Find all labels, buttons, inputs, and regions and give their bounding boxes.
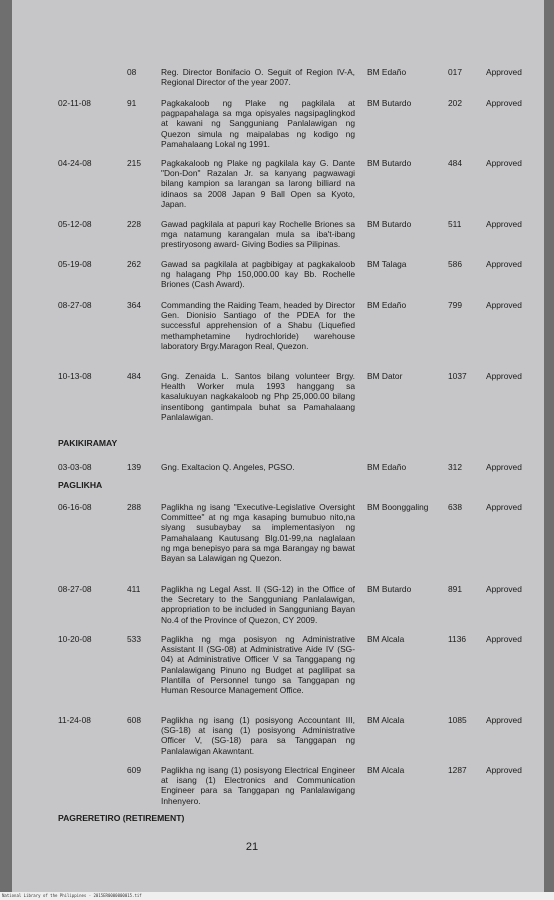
resolution-number: 609 — [127, 765, 141, 775]
resolution-description: Pagkakaloob ng Plake ng pagkilala at pagpapahalaga sa mga opisyales nagsipaglingkod at kawani ng Sangguniang Panlalawigan ng Quezon simula ng maipalabas ng kodigo ng Pamahalaang Lokal ng 1991. — [161, 98, 355, 149]
resolution-description: Gawad pagkilala at papuri kay Rochelle Briones sa mga natamung karangalan mula sa iba't-ibang prestiryosong award- Giving Bodies sa Pilipinas. — [161, 219, 355, 250]
resolution-description: Paglikha ng isang (1) posisyong Electrical Engineer at isang (1) Electronics and Communication Engineer para sa Tanggapan ng Panlalawigang Inhenyero. — [161, 765, 355, 806]
status: Approved — [486, 502, 522, 512]
resolution-number: 364 — [127, 300, 141, 310]
date: 08-27-08 — [58, 584, 92, 594]
status: Approved — [486, 371, 522, 381]
author: BM Edaño — [367, 67, 407, 77]
resolution-description: Paglikha ng isang "Executive-Legislative Oversight Committee" at ng mga kasaping bumubuo nito,na siyang susubaybay sa implementasiyon ng Pamahalaang Kautusang Blg.01-99,na naglalaan ng mga benepisyo para sa mga Barangay ng bawat Bayan sa Lalawigan ng Quezon. — [161, 502, 355, 564]
reference-number: 312 — [448, 462, 462, 472]
resolution-description: Paglikha ng Legal Asst. II (SG-12) in the Office of the Secretary to the Sangguniang Panlalawigan, appropriation to be included in Sangguniang Bayan No.4 of the Province of Quezon, CY 2009. — [161, 584, 355, 625]
resolution-number: 411 — [127, 584, 141, 594]
author: BM Edaño — [367, 300, 407, 310]
date: 10-20-08 — [58, 634, 92, 644]
reference-number: 586 — [448, 259, 462, 269]
status: Approved — [486, 584, 522, 594]
reference-number: 1037 — [448, 371, 467, 381]
status: Approved — [486, 259, 522, 269]
resolution-description: Paglikha ng isang (1) posisyong Accountant III, (SG-18) at isang (1) posisyong Administrative Officer V, (SG-18) para sa Tanggapan ng Panlalawigan Akawntant. — [161, 715, 355, 756]
reference-number: 484 — [448, 158, 462, 168]
author: BM Butardo — [367, 219, 412, 229]
resolution-description: Paglikha ng mga posisyon ng Administrative Assistant II (SG-08) at Administrative Aide IV (SG-04) at Administrative Officer V sa Tanggapang ng Panlalawigang Pinuno ng Budget at paglilipat sa Plantilla of Personnel tungo sa Tanggapan ng Human Resource Management Office. — [161, 634, 355, 696]
status: Approved — [486, 219, 522, 229]
author: BM Butardo — [367, 98, 412, 108]
resolution-description: Commanding the Raiding Team, headed by Director Gen. Dionisio Santiago of the PDEA for the successful apprehension of a Shabu (Liquefied methamphetamine hydrochloride) warehouse laboratory Brgy.Maragon Real, Quezon. — [161, 300, 355, 351]
reference-number: 017 — [448, 67, 462, 77]
reference-number: 1136 — [448, 634, 467, 644]
resolution-description: Reg. Director Bonifacio O. Seguit of Region IV-A, Regional Director of the year 2007. — [161, 67, 355, 88]
status: Approved — [486, 715, 522, 725]
resolution-description: Gng. Exaltacion Q. Angeles, PGSO. — [161, 462, 295, 472]
author: BM Butardo — [367, 158, 412, 168]
reference-number: 202 — [448, 98, 462, 108]
page-number: 21 — [245, 841, 259, 853]
reference-number: 1085 — [448, 715, 467, 725]
resolution-number: 484 — [127, 371, 141, 381]
reference-number: 1287 — [448, 765, 467, 775]
date: 10-13-08 — [58, 371, 92, 381]
resolution-description: Gng. Zenaida L. Santos bilang volunteer Brgy. Health Worker mula 1993 hanggang sa kasalukuyan nagkakaloob ng Php 25,000.00 bilang insentibong gantimpala buhat sa Pamahalaang Panlalawigan. — [161, 371, 355, 422]
section-heading: PAGRERETIRO (RETIREMENT) — [58, 813, 185, 823]
reference-number: 891 — [448, 584, 462, 594]
resolution-description: Pagkakaloob ng Plake ng pagkilala kay G. Dante "Don-Don" Razalan Jr. sa kanyang pagwawagi bilang kampion sa larangan sa larong billiard na idinaos sa 2008 Japan 9 Ball Open sa Kyoto, Japan. — [161, 158, 355, 209]
scan-footer: National Library of the Philippines · 2015ER0000000015.tif — [0, 892, 554, 900]
date: 08-27-08 — [58, 300, 92, 310]
author: BM Dator — [367, 371, 403, 381]
date: 05-12-08 — [58, 219, 92, 229]
status: Approved — [486, 67, 522, 77]
date: 05-19-08 — [58, 259, 92, 269]
status: Approved — [486, 300, 522, 310]
section-heading: PAKIKIRAMAY — [58, 438, 118, 448]
reference-number: 511 — [448, 219, 462, 229]
status: Approved — [486, 634, 522, 644]
date: 02-11-08 — [58, 98, 91, 108]
date: 06-16-08 — [58, 502, 92, 512]
date: 11-24-08 — [58, 715, 91, 725]
resolution-description: Gawad sa pagkilala at pagbibigay at pagkakaloob ng halagang Php 150,000.00 kay Bb. Rochelle Briones (Cash Award). — [161, 259, 355, 290]
reference-number: 799 — [448, 300, 462, 310]
author: BM Talaga — [367, 259, 407, 269]
author: BM Alcala — [367, 715, 405, 725]
reference-number: 638 — [448, 502, 462, 512]
resolution-number: 608 — [127, 715, 141, 725]
resolution-number: 91 — [127, 98, 137, 108]
date: 04-24-08 — [58, 158, 92, 168]
resolution-number: 215 — [127, 158, 141, 168]
date: 03-03-08 — [58, 462, 92, 472]
resolution-number: 08 — [127, 67, 137, 77]
document-page — [12, 0, 544, 892]
section-heading: PAGLIKHA — [58, 480, 103, 490]
status: Approved — [486, 98, 522, 108]
author: BM Alcala — [367, 765, 405, 775]
author: BM Alcala — [367, 634, 405, 644]
author: BM Boonggaling — [367, 502, 429, 512]
status: Approved — [486, 158, 522, 168]
resolution-number: 288 — [127, 502, 141, 512]
status: Approved — [486, 462, 522, 472]
resolution-number: 533 — [127, 634, 141, 644]
resolution-number: 262 — [127, 259, 141, 269]
status: Approved — [486, 765, 522, 775]
author: BM Edaño — [367, 462, 407, 472]
resolution-number: 228 — [127, 219, 141, 229]
author: BM Butardo — [367, 584, 412, 594]
resolution-number: 139 — [127, 462, 141, 472]
